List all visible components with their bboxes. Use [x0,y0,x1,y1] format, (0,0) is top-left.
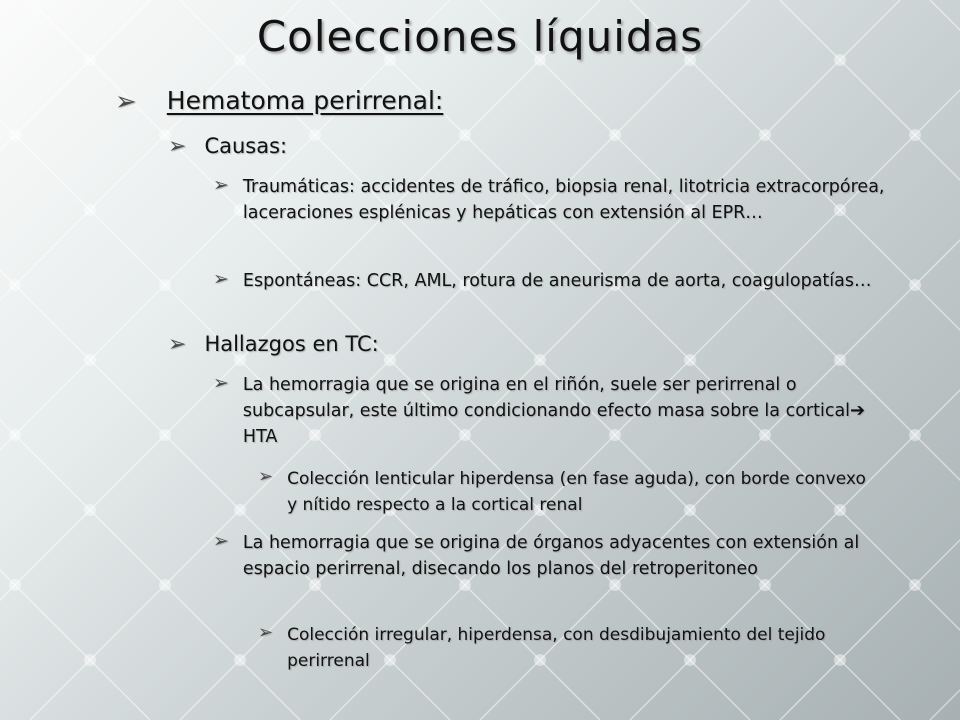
cause-item-traumatic [213,174,893,226]
slide-title: Colecciones líquidas [256,12,704,61]
arrow-bullet-icon: ➢ [213,372,229,394]
arrow-bullet-icon: ➢ [213,268,229,290]
finding-subtext: Colección irregular, hiperdensa, con desdibujamiento del tejido perirrenal [287,625,826,671]
cause-text: Traumáticas: accidentes de tráfico, biopsia renal, litotricia extracorpórea, laceraciones esplénicas y hepáticas con extensión al EPR… [242,177,885,223]
finding-text-part: HTA [242,427,278,447]
arrow-bullet-icon: ➢ [115,87,137,117]
finding-text [243,372,893,450]
right-arrow-icon: ➔ [850,400,866,421]
cause-text: Espontáneas: CCR, AML, rotura de aneurisma de aorta, coagulopatías… [242,271,872,291]
heading-text: Hematoma perirrenal: [166,86,444,115]
finding-subitem-renal [258,466,877,518]
finding-subtext: Colección lenticular hiperdensa (en fase aguda), con borde convexo y nítido respecto a la cortical renal [287,469,866,515]
finding-item-renal [213,372,893,450]
causes-label: Causas: [204,134,288,158]
arrow-bullet-icon: ➢ [213,530,229,552]
arrow-bullet-icon: ➢ [258,622,274,643]
findings-label: Hallazgos en TC: [204,332,379,356]
finding-item-adjacent [213,530,893,582]
arrow-bullet-icon: ➢ [168,332,187,357]
finding-text: La hemorragia que se origina de órganos adyacentes con extensión al espacio perirrenal, disecando los planos del retroperitoneo [242,533,860,579]
finding-text-part: La hemorragia que se origina en el riñón, suele ser perirrenal o subcapsular, este último condicionando efecto masa sobre la cortical [242,375,851,421]
arrow-bullet-icon: ➢ [168,134,187,159]
finding-subitem-adjacent [258,622,877,674]
findings-bullet [168,332,379,356]
heading-bullet [115,86,443,115]
arrow-bullet-icon: ➢ [213,174,229,196]
cause-item-spontaneous [213,268,893,294]
causes-bullet [168,134,287,158]
arrow-bullet-icon: ➢ [258,466,274,487]
